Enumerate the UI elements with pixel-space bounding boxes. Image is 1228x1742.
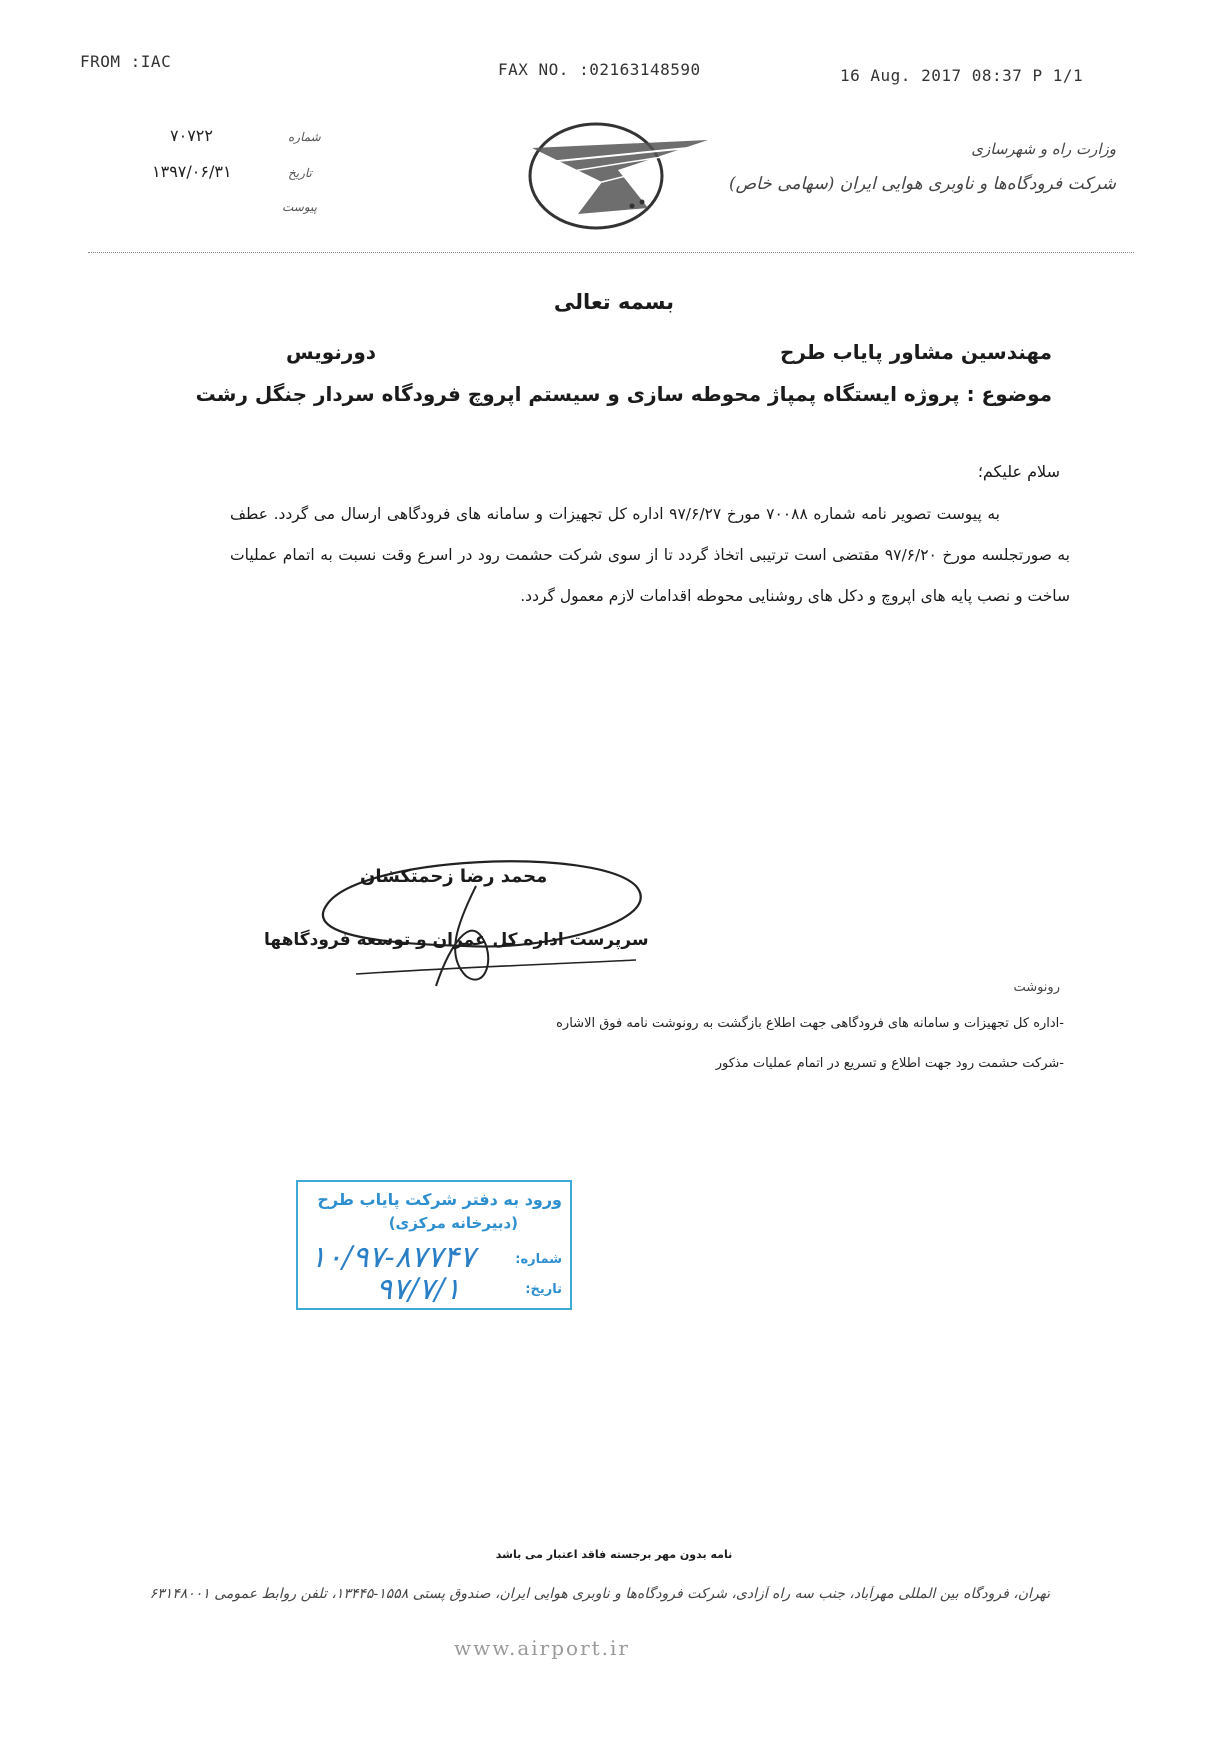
subject-line: موضوع : پروژه ایستگاه پمپاژ محوطه سازی و سیستم اپروچ فرودگاه سردار جنگل رشت	[195, 382, 1052, 406]
letter-date-label: تاریخ	[288, 166, 312, 180]
stamp-date-value: ۹۷/۷/۱	[376, 1272, 461, 1307]
receipt-stamp	[296, 1180, 572, 1310]
signatory-title: سرپرست اداره کل عمران و توسعه فرودگاهها	[264, 930, 649, 950]
letter-body: به پیوست تصویر نامه شماره ۷۰۰۸۸ مورخ ۹۷/۶/۲۷ اداره کل تجهیزات و سامانه های فرودگاهی ارسال می گردد. عطف به صورتجلسه مورخ ۹۷/۶/۲۰ مقتضی است ترتیبی اتخاذ گردد تا از سوی شرکت حشمت رود در اسرع وقت نسبت به اتمام عملیات ساخت و نصب پایه های اپروچ و دکل های روشنایی محوطه اقدامات لازم معمول گردد.	[230, 505, 1070, 605]
letter-number: ۷۰۷۲۲	[170, 126, 213, 145]
signatory-name: محمد رضا زحمتکشان	[360, 866, 548, 887]
stamp-number-value: ۱۰/۹۷-۸۷۷۴۷	[310, 1240, 476, 1275]
fax-number: FAX NO. :02163148590	[498, 60, 701, 79]
letter-attachment-label: پیوست	[282, 200, 317, 214]
letter-meta	[140, 122, 330, 212]
recipient-name: مهندسین مشاور پایاب طرح	[779, 340, 1052, 364]
stamp-subtitle: (دبیرخانه مرکزی)	[388, 1214, 518, 1232]
delivery-channel: دورنویس	[286, 340, 377, 364]
airport-company-logo	[508, 118, 716, 234]
stamp-number-label: شماره:	[515, 1252, 562, 1267]
cc-heading: رونوشت	[1013, 980, 1060, 995]
cc-item-1: -اداره کل تجهیزات و سامانه های فرودگاهی جهت اطلاع بازگشت به رونوشت نامه فوق الاشاره	[556, 1016, 1064, 1031]
letter-date: ۱۳۹۷/۰۶/۳۱	[152, 162, 232, 181]
greeting: سلام علیکم؛	[977, 462, 1060, 481]
stamp-title: ورود به دفتر شرکت پایاب طرح	[317, 1190, 562, 1209]
organization-line-2: شرکت فرودگاه‌ها و ناوبری هوایی ایران (سهامی خاص)	[728, 174, 1116, 194]
footer-address: تهران، فرودگاه بین المللی مهرآباد، جنب سه راه آزادی، شرکت فرودگاه‌ها و ناوبری هوایی ایران، صندوق پستی ۱۵۵۸-۱۳۴۴۵، تلفن روابط عمومی ۶۳۱۴۸۰۰۱	[150, 1586, 1050, 1602]
header-divider	[88, 252, 1134, 253]
invocation-heading: بسمه تعالی	[553, 290, 675, 314]
footer-website: www.airport.ir	[454, 1636, 630, 1660]
footer-notice: نامه بدون مهر برجسته فاقد اعتبار می باشد	[495, 1548, 733, 1561]
fax-datetime: 16 Aug. 2017 08:37 P 1/1	[840, 66, 1084, 85]
cc-item-2: -شرکت حشمت رود جهت اطلاع و تسریع در اتمام عملیات مذکور	[715, 1056, 1064, 1071]
letter-number-label: شماره	[288, 130, 321, 144]
stamp-date-label: تاریخ:	[525, 1282, 562, 1297]
fax-from: FROM :IAC	[80, 52, 172, 71]
organization-line-1: وزارت راه و شهرسازی	[971, 140, 1116, 158]
